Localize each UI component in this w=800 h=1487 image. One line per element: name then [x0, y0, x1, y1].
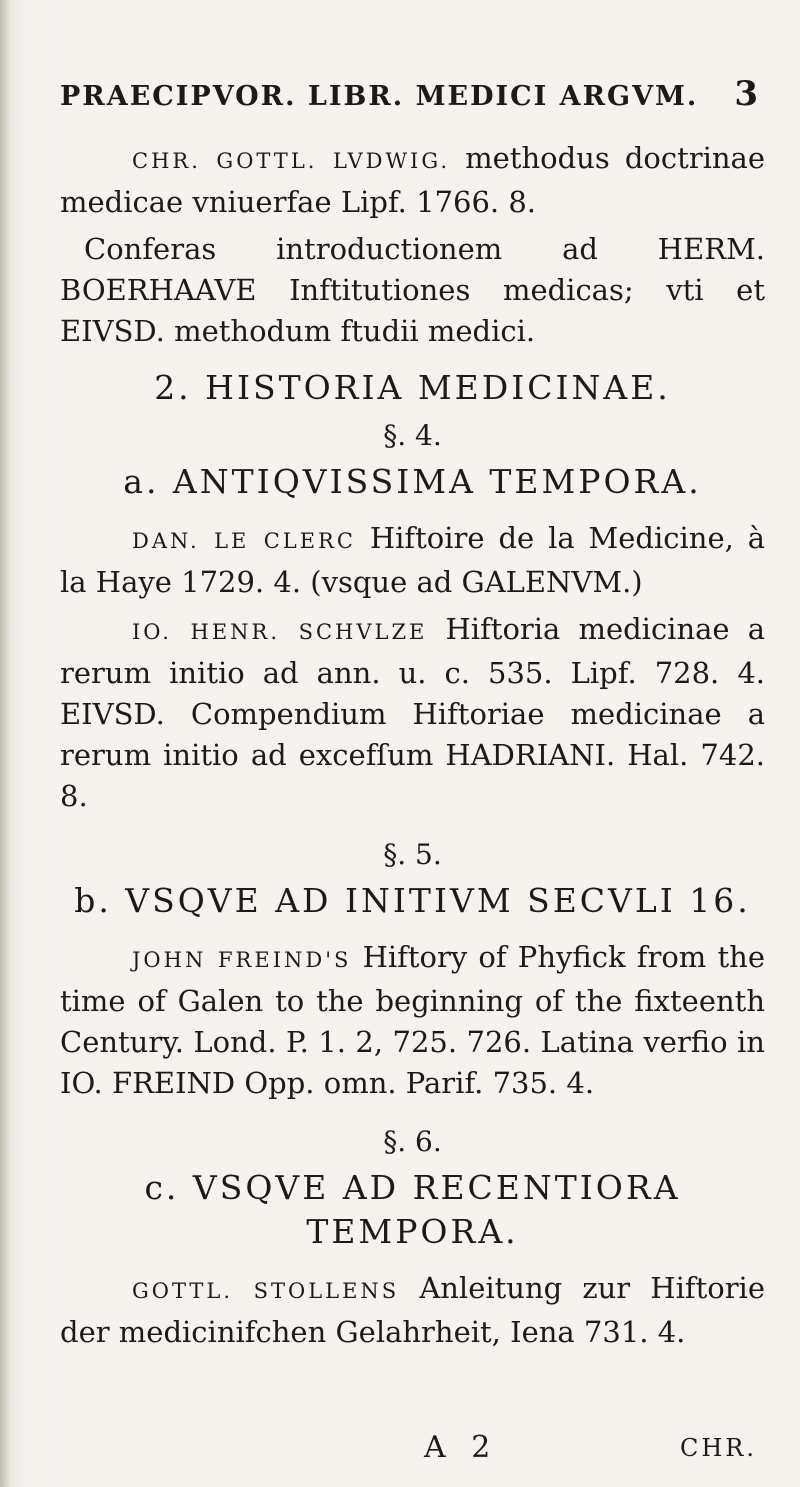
entry-stollens [60, 1268, 765, 1353]
entry-author: JOHN FREIND'S [132, 948, 352, 972]
entry-text: Hiftoria medicinae a rerum initio ad ann. u. c. 535. Lipf. 728. 4. EIVSD. Compendium Hiftoriae medicinae a rerum initio ad excefſum HADRIANI. Hal. 742. 8. [60, 612, 765, 813]
subsection-title-c: c. VSQVE AD RECENTIORA TEMPORA. [144, 1168, 681, 1251]
running-header [60, 74, 760, 114]
entry-text: Hiftory of Phyfick from the time of Galen to the beginning of the fixteenth Century. Lond. P. 1. 2, 725. 726. Latina verfio in IO. FREIND Opp. omn. Parif. 735. 4. [60, 940, 765, 1100]
section-title: 2. HISTORIA MEDICINAE. [154, 368, 671, 407]
paragraph-mark-6: §. 6. [383, 1125, 442, 1158]
entry-text: Conferas introductionem ad HERM. BOERHAAVE Inftitutiones medicas; vti et EIVSD. methodum ftudii medici. [60, 232, 765, 348]
entry-author: IO. HENR. SCHVLZE [132, 620, 428, 644]
entry-le-clerc [60, 518, 765, 603]
entry-schulze [60, 609, 765, 817]
entry-freind [60, 937, 765, 1104]
page-body [60, 138, 765, 1359]
subsection-title-a: a. ANTIQVISSIMA TEMPORA. [123, 462, 702, 501]
entry-ludwig [60, 138, 765, 223]
page-edge-shadow [0, 0, 10, 1487]
entry-text: Hiftoire de la Medicine, à la Haye 1729. 4. (vsque ad GALENVM.) [60, 521, 766, 599]
subsection-title-b: b. VSQVE AD INITIVM SECVLI 16. [74, 881, 751, 920]
entry-author: GOTTL. STOLLENS [132, 1279, 400, 1303]
paragraph-mark-5: §. 5. [383, 838, 442, 871]
page-footer [0, 1430, 800, 1470]
paragraph-mark-4: §. 4. [383, 419, 442, 452]
running-title: PRAECIPVOR. LIBR. MEDICI ARGVM. [60, 81, 699, 112]
entry-text: Anleitung zur Hiftorie der medicinifchen Gelahrheit, Iena 731. 4. [60, 1271, 765, 1349]
entry-conferas [60, 229, 765, 352]
page-number: 3 [734, 74, 760, 114]
entry-text: methodus doctrinae medicae vniuerfae Lipf. 1766. 8. [60, 141, 765, 219]
signature-mark: A 2 [424, 1430, 499, 1465]
entry-author: CHR. GOTTL. LVDWIG. [132, 149, 451, 173]
catchword: CHR. [680, 1434, 757, 1462]
entry-author: DAN. LE CLERC [132, 529, 356, 553]
